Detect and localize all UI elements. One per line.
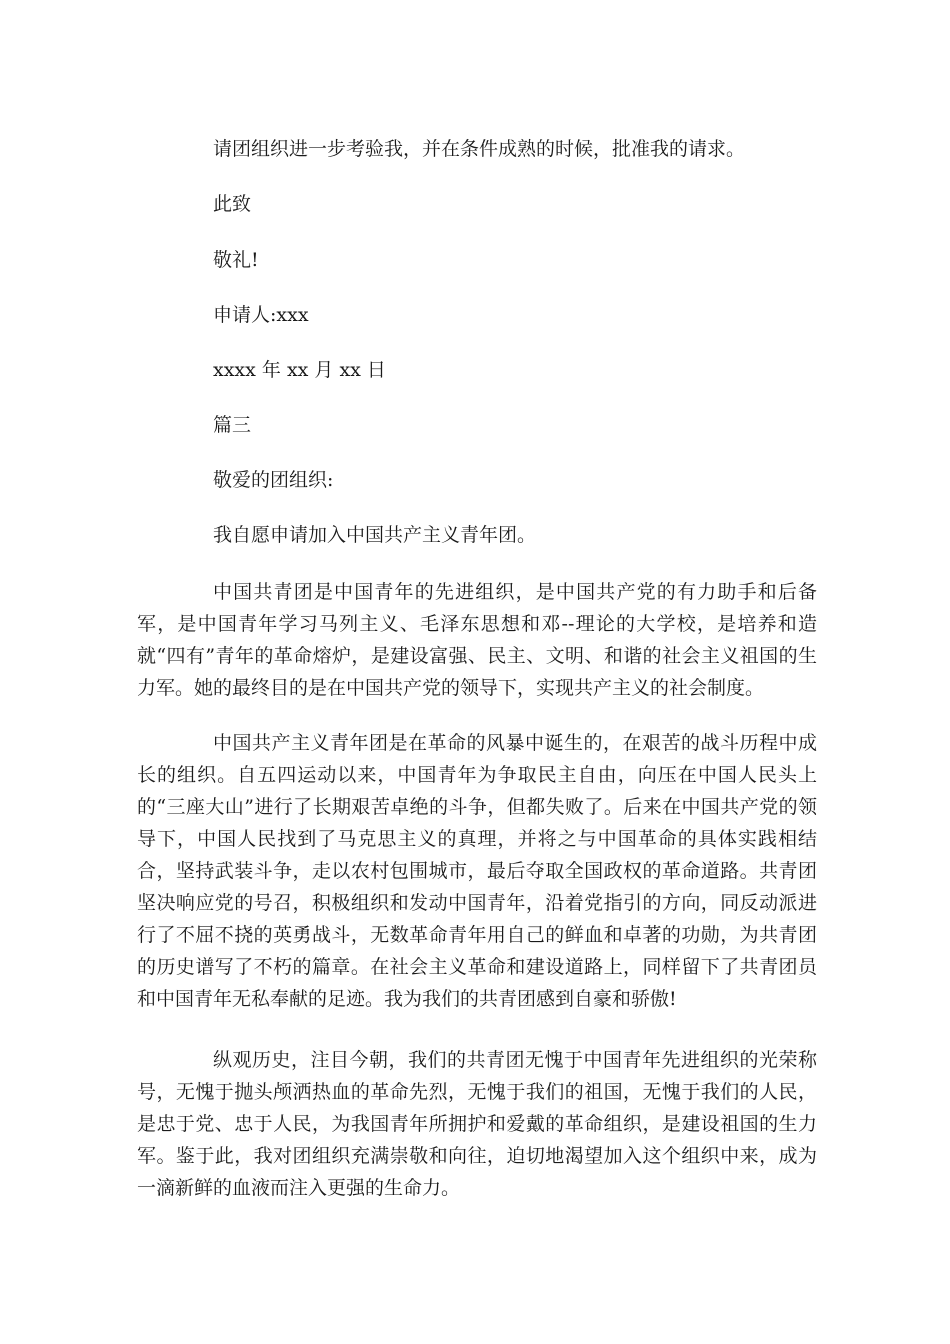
applicant-line: 申请人:xxx bbox=[213, 304, 309, 326]
closing-jingli: 敬礼! bbox=[213, 249, 259, 271]
salutation-line: 敬爱的团组织: bbox=[213, 469, 334, 491]
intro-line: 我自愿申请加入中国共产主义青年团。 bbox=[213, 524, 537, 546]
body-paragraph-3: 纵观历史，注目今朝，我们的共青团无愧于中国青年先进组织的光荣称号，无愧于抛头颅洒热血的革命先烈，无愧于我们的祖国，无愧于我们的人民，是忠于党、忠于人民，为我国青年所拥护和爱戴的革命组织，是建设祖国的生力军。鉴于此，我对团组织充满崇敬和向往，迫切地渴望加入这个组织中来，成为一滴新鲜的血液而注入更强的生命力。 bbox=[137, 1049, 817, 1199]
closing-cizhi: 此致 bbox=[213, 193, 252, 215]
request-line: 请团组织进一步考验我，并在条件成熟的时候，批准我的请求。 bbox=[213, 138, 746, 160]
body-paragraph-1: 中国共青团是中国青年的先进组织，是中国共产党的有力助手和后备军，是中国青年学习马列主义、毛泽东思想和邓--理论的大学校，是培养和造就“四有”青年的革命熔炉，是建设富强、民主、文明、和谐的社会主义祖国的生力军。她的最终目的是在中国共产党的领导下，实现共产主义的社会制度。 bbox=[137, 581, 817, 699]
date-line: xxxx 年 xx 月 xx 日 bbox=[213, 359, 386, 381]
section-heading: 篇三 bbox=[213, 414, 252, 436]
body-paragraph-2: 中国共产主义青年团是在革命的风暴中诞生的，在艰苦的战斗历程中成长的组织。自五四运动以来，中国青年为争取民主自由，向压在中国人民头上的“三座大山”进行了长期艰苦卓绝的斗争，但都失败了。后来在中国共产党的领导下，中国人民找到了马克思主义的真理，并将之与中国革命的具体实践相结合，坚持武装斗争，走以农村包围城市，最后夺取全国政权的革命道路。共青团坚决响应党的号召，积极组织和发动中国青年，沿着党指引的方向，同反动派进行了不屈不挠的英勇战斗，无数革命青年用自己的鲜血和卓著的功勋，为共青团的历史谱写了不朽的篇章。在社会主义革命和建设道路上，同样留下了共青团员和中国青年无私奉献的足迹。我为我们的共青团感到自豪和骄傲! bbox=[137, 732, 817, 1010]
